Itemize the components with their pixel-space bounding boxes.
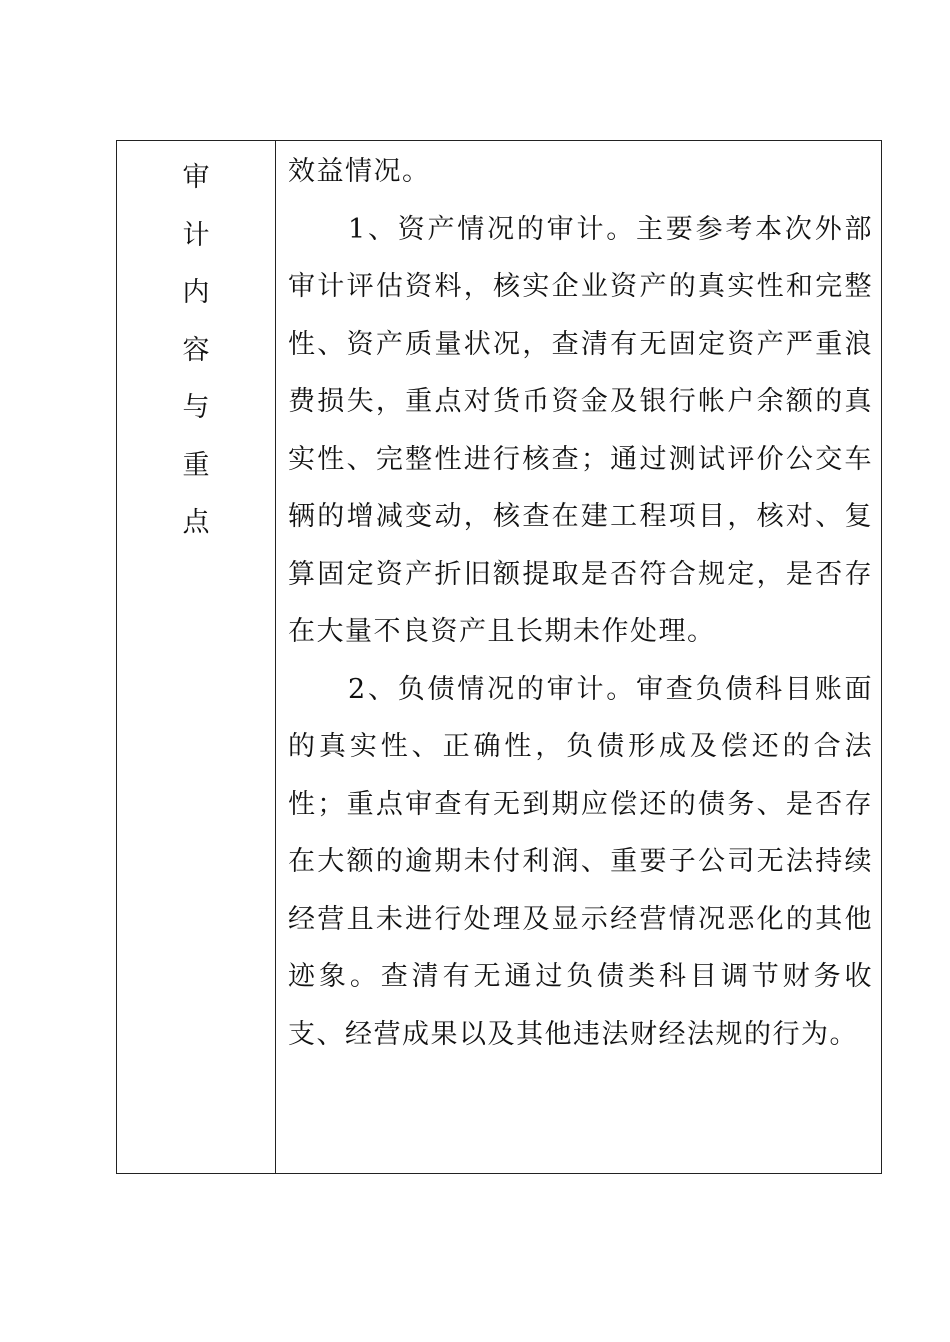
content-cell: [276, 141, 881, 1173]
section-label: [117, 149, 275, 552]
section-label-char: 点: [182, 507, 210, 538]
section-label-cell: [117, 141, 276, 1173]
section-label-char: 容: [182, 334, 210, 366]
paragraph-intro: 效益情况。: [288, 156, 431, 187]
paragraph-liability-audit: 2、负债情况的审计。审查负债科目账面的真实性、正确性，负债形成及偿还的合法性；重点审查有无到期应偿还的债务、是否存在大额的逾期未付利润、重要子公司无法持续经营且未进行处理及显示经营情况恶化的其他迹象。查清有无通过负债类科目调节财务收支、经营成果以及其他违法财经法规的行为。: [288, 673, 873, 1050]
section-label-char: 计: [182, 219, 210, 251]
audit-table: [116, 140, 882, 1174]
section-label-char: 审: [182, 162, 210, 193]
section-label-char: 内: [182, 277, 210, 308]
section-label-char: 与: [182, 392, 210, 423]
section-label-char: 重: [182, 449, 210, 481]
paragraph-asset-audit: 1、资产情况的审计。主要参考本次外部审计评估资料，核实企业资产的真实性和完整性、资产质量状况，查清有无固定资产严重浪费损失，重点对货币资金及银行帐户余额的真实性、完整性进行核查；通过测试评价公交车辆的增减变动，核查在建工程项目，核对、复算固定资产折旧额提取是否符合规定，是否存在大量不良资产且长期未作处理。: [288, 213, 873, 647]
